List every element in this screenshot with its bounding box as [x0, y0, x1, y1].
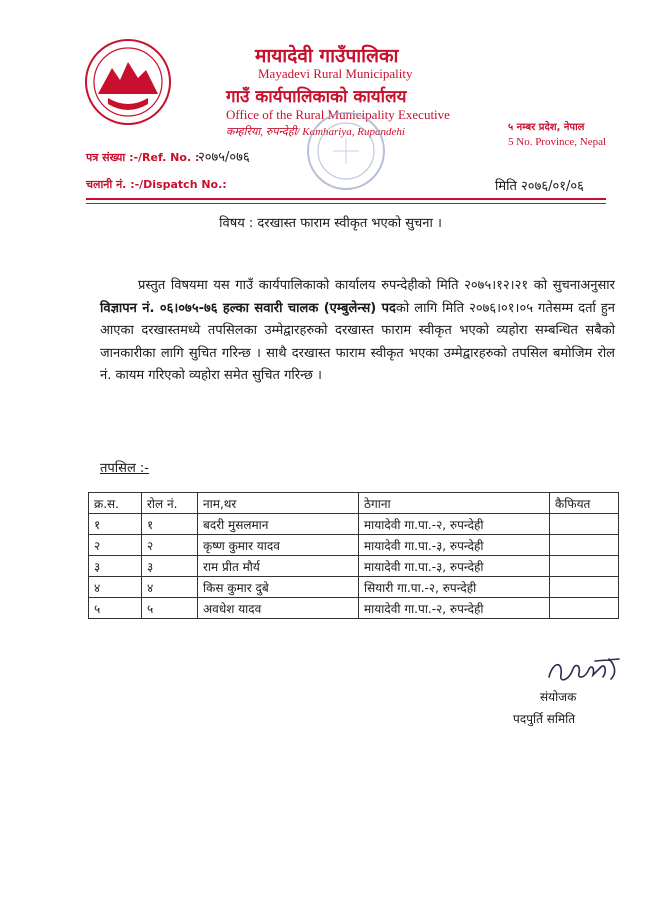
- cell-address: मायादेवी गा.पा.-२, रुपन्देही: [359, 598, 550, 619]
- cell-name: राम प्रीत मौर्य: [198, 556, 359, 577]
- signature-mark-icon: [545, 655, 625, 691]
- office-name-en: Office of the Rural Municipality Executive: [226, 107, 450, 122]
- cell-remarks: [550, 598, 619, 619]
- office-address: कम्हरिया, रुपन्देही/ Kamhariya, Rupandehi: [226, 126, 405, 138]
- cell-remarks: [550, 556, 619, 577]
- cell-name: अवधेश यादव: [198, 598, 359, 619]
- cell-sn: १: [89, 514, 142, 535]
- table-row: [89, 535, 619, 556]
- header-divider: [86, 198, 606, 200]
- table-header-row: [89, 493, 619, 514]
- table-row: [89, 577, 619, 598]
- cell-sn: ५: [89, 598, 142, 619]
- signatory-committee: पदपुर्ति समिति: [513, 712, 576, 726]
- cell-sn: ३: [89, 556, 142, 577]
- dispatch-no-label: चलानी नं. :-/Dispatch No.:: [86, 178, 227, 191]
- header-divider-thin: [86, 203, 606, 204]
- cell-address: मायादेवी गा.पा.-३, रुपन्देही: [359, 535, 550, 556]
- cell-remarks: [550, 577, 619, 598]
- nepal-emblem-icon: [84, 38, 172, 130]
- col-header-name: नाम,थर: [198, 493, 359, 514]
- cell-sn: २: [89, 535, 142, 556]
- cell-roll: ३: [142, 556, 198, 577]
- col-header-remarks: कैफियत: [550, 493, 619, 514]
- candidate-table: [88, 492, 619, 619]
- table-row: [89, 598, 619, 619]
- cell-name: कृष्ण कुमार यादव: [198, 535, 359, 556]
- municipality-name-np: मायादेवी गाउँपालिका: [255, 45, 399, 67]
- table-row: [89, 514, 619, 535]
- subject-line: विषय : दरखास्त फाराम स्वीकृत भएको सुचना ।: [219, 216, 442, 231]
- table-row: [89, 556, 619, 577]
- col-header-roll: रोल नं.: [142, 493, 198, 514]
- cell-remarks: [550, 535, 619, 556]
- cell-name: किस कुमार दुबे: [198, 577, 359, 598]
- cell-address: सियारी गा.पा.-२, रुपन्देही: [359, 577, 550, 598]
- cell-roll: २: [142, 535, 198, 556]
- body-text-start: प्रस्तुत विषयमा यस गाउँ कार्यपालिकाको कार्यालय रुपन्देहीको मिति २०७५।१२।२१ को सुचनाअनुसार: [138, 278, 615, 293]
- col-header-address: ठेगाना: [359, 493, 550, 514]
- body-paragraph: [100, 275, 615, 388]
- signatory-role: संयोजक: [540, 690, 577, 704]
- ref-no-label: पत्र संख्या :-/Ref. No. :: [86, 151, 200, 164]
- ref-no-value: २०७५/०७६: [198, 150, 250, 165]
- tapasil-heading: तपसिल :-: [100, 461, 149, 476]
- body-text-bold: विज्ञापन नं. ०६।०७५-७६ हल्का सवारी चालक (एम्बुलेन्स) पद: [100, 300, 396, 316]
- cell-roll: ५: [142, 598, 198, 619]
- cell-name: बदरी मुसलमान: [198, 514, 359, 535]
- office-stamp-icon: [305, 110, 387, 196]
- municipality-name-en: Mayadevi Rural Municipality: [258, 66, 413, 81]
- province-en: 5 No. Province, Nepal: [508, 136, 607, 148]
- cell-sn: ४: [89, 577, 142, 598]
- cell-roll: ४: [142, 577, 198, 598]
- body-text-end: को लागि मिति २०७६।०१।०५ गतेसम्म दर्ता हुन आएका दरखास्तमध्ये तपसिलका उम्मेद्वारहरुको दरखास्त फाराम स्वीकृत भएको व्यहोरा सम्बन्धित सबैको जानकारीका लागि सुचित गरिन्छ । साथै दरखास्त फाराम स्वीकृत भएका उम्मेद्वारहरुको तपसिल बमोजिम रोल नं. कायम गरिएको व्यहोरा समेत सुचित गरिन्छ ।: [100, 300, 615, 383]
- office-name-np: गाउँ कार्यपालिकाको कार्यालय: [226, 87, 407, 107]
- cell-roll: १: [142, 514, 198, 535]
- col-header-sn: क्र.स.: [89, 493, 142, 514]
- province-np: ५ नम्बर प्रदेश, नेपाल: [508, 122, 585, 133]
- letter-date: मिति २०७६/०१/०६: [495, 179, 584, 194]
- cell-address: मायादेवी गा.पा.-२, रुपन्देही: [359, 514, 550, 535]
- cell-address: मायादेवी गा.पा.-३, रुपन्देही: [359, 556, 550, 577]
- cell-remarks: [550, 514, 619, 535]
